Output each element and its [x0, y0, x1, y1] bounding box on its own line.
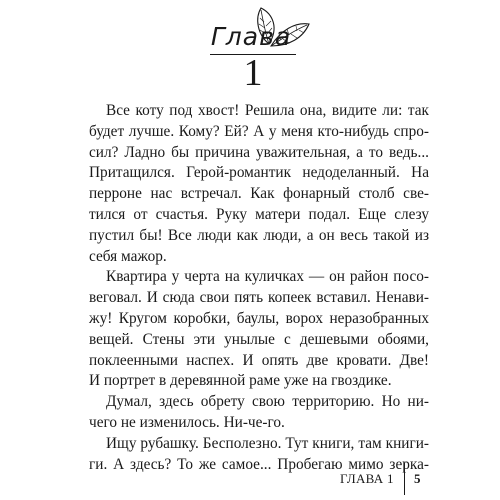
chapter-number: 1 — [243, 52, 263, 94]
footer-divider — [404, 463, 405, 495]
text-line: Притащился. Герой-романтик недоделанный. На — [89, 164, 429, 182]
page-number: 5 — [414, 471, 421, 486]
text-line: Думал, здесь обрету свою территорию. Но ни- — [106, 393, 429, 411]
text-line: Все коту под хвост! Решила она, видите ли: так — [106, 102, 429, 119]
text-line: ги. А здесь? То же самое... Пробегаю мимо зерка- — [89, 455, 429, 473]
text-line: чего не изменилось. Ни-че-го. — [89, 413, 285, 431]
text-line: Ищу рубашку. Бесполезно. Тут книги, там книги- — [106, 434, 429, 452]
text-line: вещей. Стены эти унылые с дешевыми обоями, — [89, 330, 429, 348]
text-line: перроне нас встречал. Как фонарный столб све- — [89, 185, 429, 203]
text-line: поклеенными наспех. И опять две кровати. Две! — [89, 351, 429, 369]
text-line: пустил бы! Все люди как люди, а он весь такой из — [89, 226, 429, 244]
text-line: Квартира у черта на куличках — он район посо- — [106, 268, 429, 286]
text-line: жу! Кругом коробки, баулы, ворох неразобранных — [89, 309, 429, 327]
text-line: будет лучше. Кому? Ей? А у меня кто-нибудь спро- — [89, 122, 429, 140]
text-line: тился от счастья. Руку матери подал. Еще слезу — [89, 205, 429, 223]
chapter-word: Глава — [210, 22, 292, 51]
body-text — [89, 101, 429, 475]
chapter-heading — [150, 4, 350, 94]
running-head: ГЛАВА 1 — [340, 471, 394, 486]
text-line: И портрет в деревянной раме уже на гвоздике. — [89, 372, 392, 390]
text-line: себя мажор. — [89, 247, 167, 265]
page-footer — [300, 463, 440, 497]
text-line: веговал. И сюда свои пять копеек вставил. Ненави- — [89, 289, 429, 307]
text-line: сил? Ладно бы причина уважительная, а то ведь... — [89, 143, 429, 161]
